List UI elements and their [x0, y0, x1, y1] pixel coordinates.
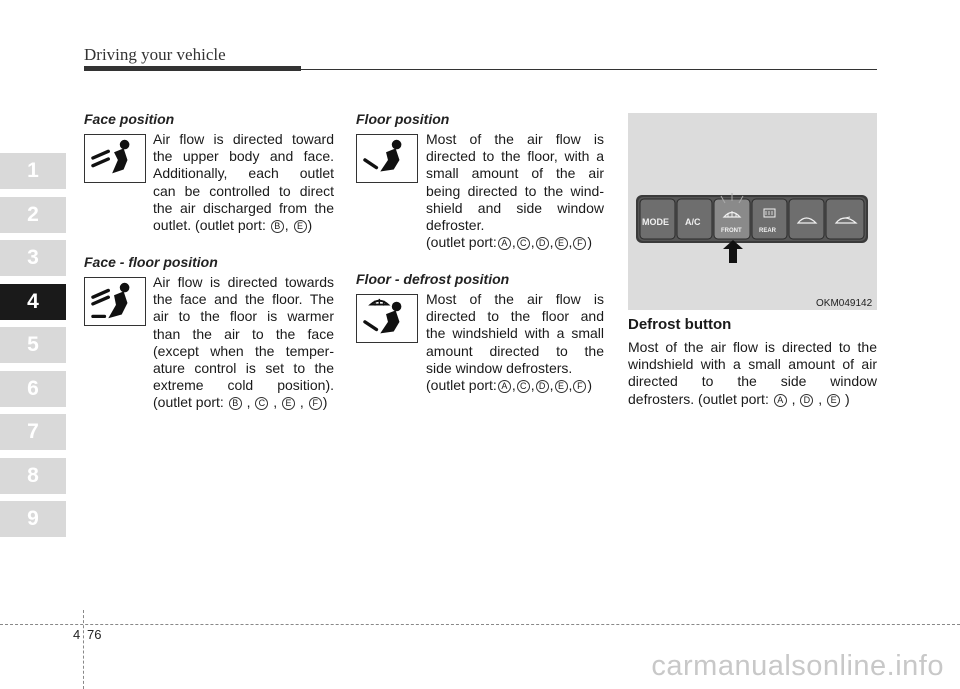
text-line: the air discharged from the — [153, 199, 334, 216]
text-run: ) — [587, 234, 593, 251]
chapter-tab-3[interactable]: 3 — [0, 240, 66, 276]
chapter-tab-5[interactable]: 5 — [0, 327, 66, 363]
chapter-tabs — [0, 153, 66, 545]
text-line: shield and side window — [426, 199, 604, 216]
text-line: Air flow is directed toward — [153, 131, 334, 147]
header-rule-thick — [84, 66, 301, 71]
text-line: windshield with a small amount of air — [628, 356, 877, 373]
chapter-tab-8[interactable]: 8 — [0, 458, 66, 494]
text-line: small amount of the air — [426, 165, 604, 182]
text-run: ) — [587, 377, 593, 394]
floor-position-heading: Floor position — [356, 111, 450, 127]
text-line: Most of the air flow is — [426, 131, 604, 147]
text-run: (outlet port: — [153, 394, 228, 411]
chapter-tab-4[interactable]: 4 — [0, 284, 66, 320]
mode-button-label: MODE — [642, 217, 669, 227]
chapter-tab-6[interactable]: 6 — [0, 371, 66, 407]
text-line: than the air to the face — [153, 325, 334, 342]
watermark: carmanualsonline.info — [651, 650, 944, 682]
text-line: side window defrosters. — [426, 359, 573, 376]
port-badge: A — [498, 380, 511, 393]
floor-defrost-position-heading: Floor - defrost position — [356, 271, 510, 287]
face-mode-icon — [84, 134, 146, 183]
text-run: (outlet port: — [426, 377, 497, 394]
front-button-label: FRONT — [721, 228, 742, 234]
face-floor-mode-icon — [84, 277, 146, 326]
text-line: Most of the air flow is directed to the — [628, 339, 877, 355]
outlet-port-line: outlet. (outlet port: B , E ) — [153, 217, 313, 234]
outlet-port-line: (outlet port: A , C , D , E , F ) — [426, 234, 593, 251]
text-line: ature control is set to the — [153, 360, 334, 377]
port-badge: C — [255, 397, 268, 410]
floor-defrost-position-text — [426, 291, 604, 394]
floor-position-text — [426, 131, 604, 251]
floor-mode-icon — [356, 134, 418, 183]
port-badge: A — [774, 394, 787, 407]
face-floor-position-heading: Face - floor position — [84, 254, 218, 270]
text-line: being directed to the wind- — [426, 182, 604, 199]
port-badge: A — [498, 237, 511, 250]
panel-buttons — [640, 199, 864, 239]
port-badge: E — [555, 380, 568, 393]
text-run: ) — [307, 217, 313, 234]
port-badge: E — [827, 394, 840, 407]
climate-panel-photo — [628, 113, 877, 310]
defrost-button-heading: Defrost button — [628, 316, 732, 333]
text-run: (outlet port: — [426, 234, 497, 251]
footer-divider — [0, 624, 960, 625]
photo-caption: OKM049142 — [816, 298, 873, 309]
text-run: outlet. (outlet port: — [153, 217, 270, 234]
text-line: the upper body and face. — [153, 148, 334, 165]
text-line: can be controlled to direct — [153, 182, 334, 199]
chapter-tab-2[interactable]: 2 — [0, 197, 66, 233]
text-run: ) — [322, 394, 328, 411]
chapter-tab-9[interactable]: 9 — [0, 501, 66, 537]
page-number: 76 — [87, 627, 102, 642]
chapter-tab-7[interactable]: 7 — [0, 414, 66, 450]
face-position-heading: Face position — [84, 111, 175, 127]
outlet-port-line: (outlet port: A , C , D , E , F ) — [426, 377, 593, 394]
text-line: the windshield with a small — [426, 325, 604, 342]
face-floor-position-text — [153, 274, 334, 412]
port-badge: D — [536, 237, 549, 250]
rear-button-label: REAR — [759, 228, 777, 234]
text-line: air to the floor is warmer — [153, 308, 334, 325]
ac-button-label: A/C — [685, 217, 701, 227]
port-badge: E — [294, 220, 307, 233]
footer-vertical-divider — [83, 610, 84, 689]
port-badge: F — [573, 237, 586, 250]
outlet-port-line: defrosters. (outlet port: A , D , E ) — [628, 390, 850, 407]
face-position-text — [153, 131, 334, 234]
chapter-tab-1[interactable]: 1 — [0, 153, 66, 189]
header-title: Driving your vehicle — [84, 45, 226, 64]
port-badge: C — [517, 237, 530, 250]
floor-defrost-mode-icon — [356, 294, 418, 343]
text-line: the face and the floor. The — [153, 291, 334, 308]
text-line: Additionally, each outlet — [153, 165, 334, 182]
text-line: (except when the temper- — [153, 342, 334, 359]
header-rule-thin — [301, 69, 877, 70]
outlet-port-line: (outlet port: B , C , E , F ) — [153, 394, 328, 411]
text-run: ) — [844, 390, 850, 407]
text-line: extreme cold position). — [153, 377, 334, 394]
port-badge: B — [229, 397, 242, 410]
port-badge: D — [536, 380, 549, 393]
port-badge: E — [555, 237, 568, 250]
port-badge: E — [282, 397, 295, 410]
page-chapter-number: 4 — [73, 627, 81, 642]
text-line: directed to the floor, with a — [426, 148, 604, 165]
port-badge: D — [800, 394, 813, 407]
text-line: Most of the air flow is — [426, 291, 604, 307]
port-badge: C — [517, 380, 530, 393]
port-badge: B — [271, 220, 284, 233]
text-line: directed to the floor and — [426, 308, 604, 325]
text-line: defroster. — [426, 217, 485, 234]
port-badge: F — [573, 380, 586, 393]
text-line: Air flow is directed towards — [153, 274, 334, 290]
port-badge: F — [309, 397, 322, 410]
text-line: directed to the side window — [628, 373, 877, 390]
defrost-button-text — [628, 339, 877, 408]
text-run: defrosters. (outlet port: — [628, 390, 773, 407]
text-line: amount directed to the — [426, 342, 604, 359]
